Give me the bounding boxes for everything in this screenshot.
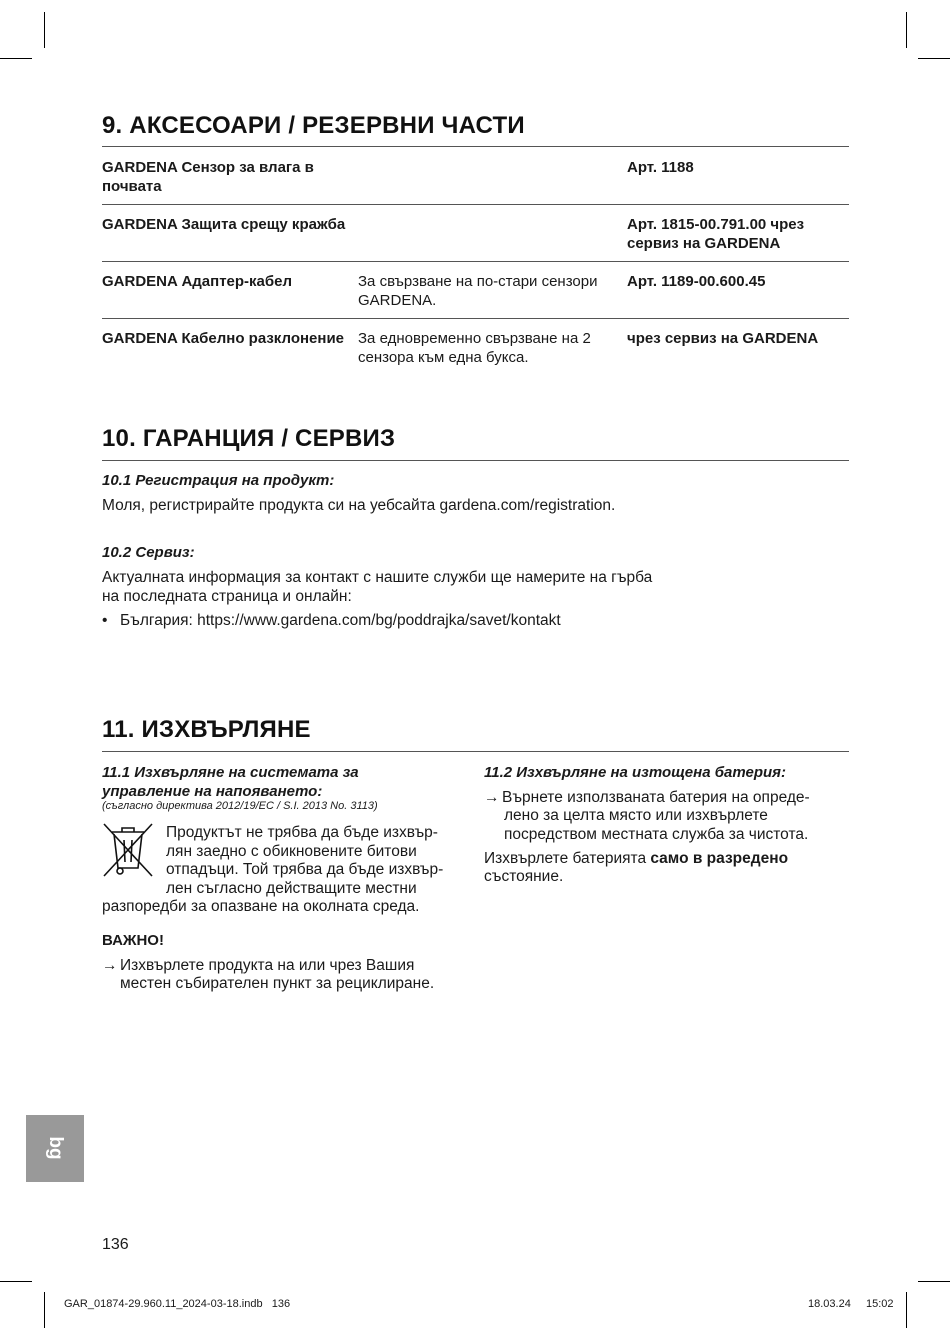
instruction-text: местен събирателен пункт за рециклиране. bbox=[120, 975, 435, 992]
table-row bbox=[102, 205, 849, 262]
accessory-description bbox=[358, 148, 627, 205]
important-heading: ВАЖНО! bbox=[102, 932, 164, 949]
table-row bbox=[102, 148, 849, 205]
disposal-text-line: разпоредби за опазване на околната среда. bbox=[102, 898, 420, 915]
accessory-name: GARDENA Защита срещу кражба bbox=[102, 205, 358, 262]
subsection-title: 10.1 Регистрация на продукт: bbox=[102, 472, 335, 489]
subsection-title: управление на напояването: bbox=[102, 783, 323, 800]
section-10-rule bbox=[102, 460, 849, 461]
accessory-description: За едновременно свързване на 2 сензора към една букса. bbox=[358, 330, 591, 366]
accessory-name: GARDENA Адаптер-кабел bbox=[102, 262, 358, 319]
accessory-article: чрез сервиз на GARDENA bbox=[627, 330, 819, 347]
language-tab-label: bg bbox=[45, 1136, 66, 1160]
crossed-out-wheelie-bin-icon bbox=[102, 822, 154, 878]
section-11-rule bbox=[102, 751, 849, 752]
battery-text-prefix: Изхвърлете батерията bbox=[484, 850, 651, 867]
accessory-description: За свързване на по-стари сензори GARDENA. bbox=[358, 262, 627, 319]
table-row bbox=[102, 319, 849, 376]
page-number: 136 bbox=[102, 1236, 129, 1253]
arrow-right-icon: → bbox=[102, 957, 118, 974]
crop-mark bbox=[0, 58, 32, 59]
section-9-title: 9. АКСЕСОАРИ / РЕЗЕРВНИ ЧАСТИ bbox=[102, 112, 525, 139]
disposal-text-line: отпадъци. Той трябва да бъде изхвър- bbox=[166, 861, 444, 878]
accessories-table bbox=[102, 148, 849, 375]
instruction-text: посредством местната служба за чистота. bbox=[504, 826, 809, 843]
crop-mark bbox=[44, 12, 45, 48]
battery-text-line: състояние. bbox=[484, 868, 564, 885]
accessory-description bbox=[358, 205, 627, 262]
service-text-line: на последната страница и онлайн: bbox=[102, 588, 352, 605]
bullet-icon: • bbox=[102, 612, 108, 629]
disposal-text-line: Продуктът не трябва да бъде изхвър- bbox=[166, 824, 438, 841]
service-bullet-item bbox=[102, 611, 561, 630]
instruction-text: Върнете използваната батерия на опреде- bbox=[502, 789, 810, 806]
disposal-text-line: лен съгласно действащите местни bbox=[166, 880, 417, 897]
accessory-article: Арт. 1815-00.791.00 чрез сервиз на GARDENA bbox=[627, 205, 849, 262]
crop-mark bbox=[906, 1292, 907, 1328]
battery-text-line bbox=[484, 849, 788, 868]
crop-mark bbox=[0, 1281, 32, 1282]
battery-instruction bbox=[484, 788, 810, 807]
table-row bbox=[102, 262, 849, 319]
subsection-title: 11.1 Изхвърляне на системата за bbox=[102, 764, 359, 781]
arrow-right-icon: → bbox=[484, 789, 500, 806]
footer-time: 15:02 bbox=[866, 1298, 894, 1310]
accessory-article: Арт. 1189-00.600.45 bbox=[627, 262, 849, 319]
footer-date: 18.03.24 bbox=[808, 1298, 851, 1310]
service-link-text: България: https://www.gardena.com/bg/poddrajka/savet/kontakt bbox=[120, 612, 561, 629]
crop-mark bbox=[918, 58, 950, 59]
crop-mark bbox=[918, 1281, 950, 1282]
battery-text-bold: само в разредено bbox=[650, 850, 789, 867]
crop-mark bbox=[44, 1292, 45, 1328]
directive-note: (съгласно директива 2012/19/EC / S.I. 2013 No. 3113) bbox=[102, 800, 378, 812]
service-text-line: Актуалната информация за контакт с нашите служби ще намерите на гърба bbox=[102, 569, 653, 586]
subsection-title: 11.2 Изхвърляне на изтощена батерия: bbox=[484, 764, 786, 781]
section-10-title: 10. ГАРАНЦИЯ / СЕРВИЗ bbox=[102, 425, 396, 452]
accessory-article: Арт. 1188 bbox=[627, 148, 849, 205]
section-9-rule bbox=[102, 146, 849, 147]
instruction-text: лено за целта място или изхвърлете bbox=[504, 807, 768, 824]
accessory-name: GARDENA Кабелно разклонение bbox=[102, 330, 345, 347]
registration-text: Моля, регистрирайте продукта си на уебсайта gardena.com/registration. bbox=[102, 497, 616, 514]
subsection-title: 10.2 Сервиз: bbox=[102, 544, 195, 561]
disposal-instruction bbox=[102, 956, 414, 975]
section-11-title: 11. ИЗХВЪРЛЯНЕ bbox=[102, 716, 311, 743]
instruction-text: Изхвърлете продукта на или чрез Вашия bbox=[120, 957, 415, 974]
crop-mark bbox=[906, 12, 907, 48]
footer-file-info: GAR_01874-29.960.11_2024-03-18.indb 136 bbox=[64, 1298, 291, 1310]
disposal-text-line: лян заедно с обикновените битови bbox=[166, 843, 417, 860]
accessory-name: GARDENA Сензор за влага в почвата bbox=[102, 148, 358, 205]
